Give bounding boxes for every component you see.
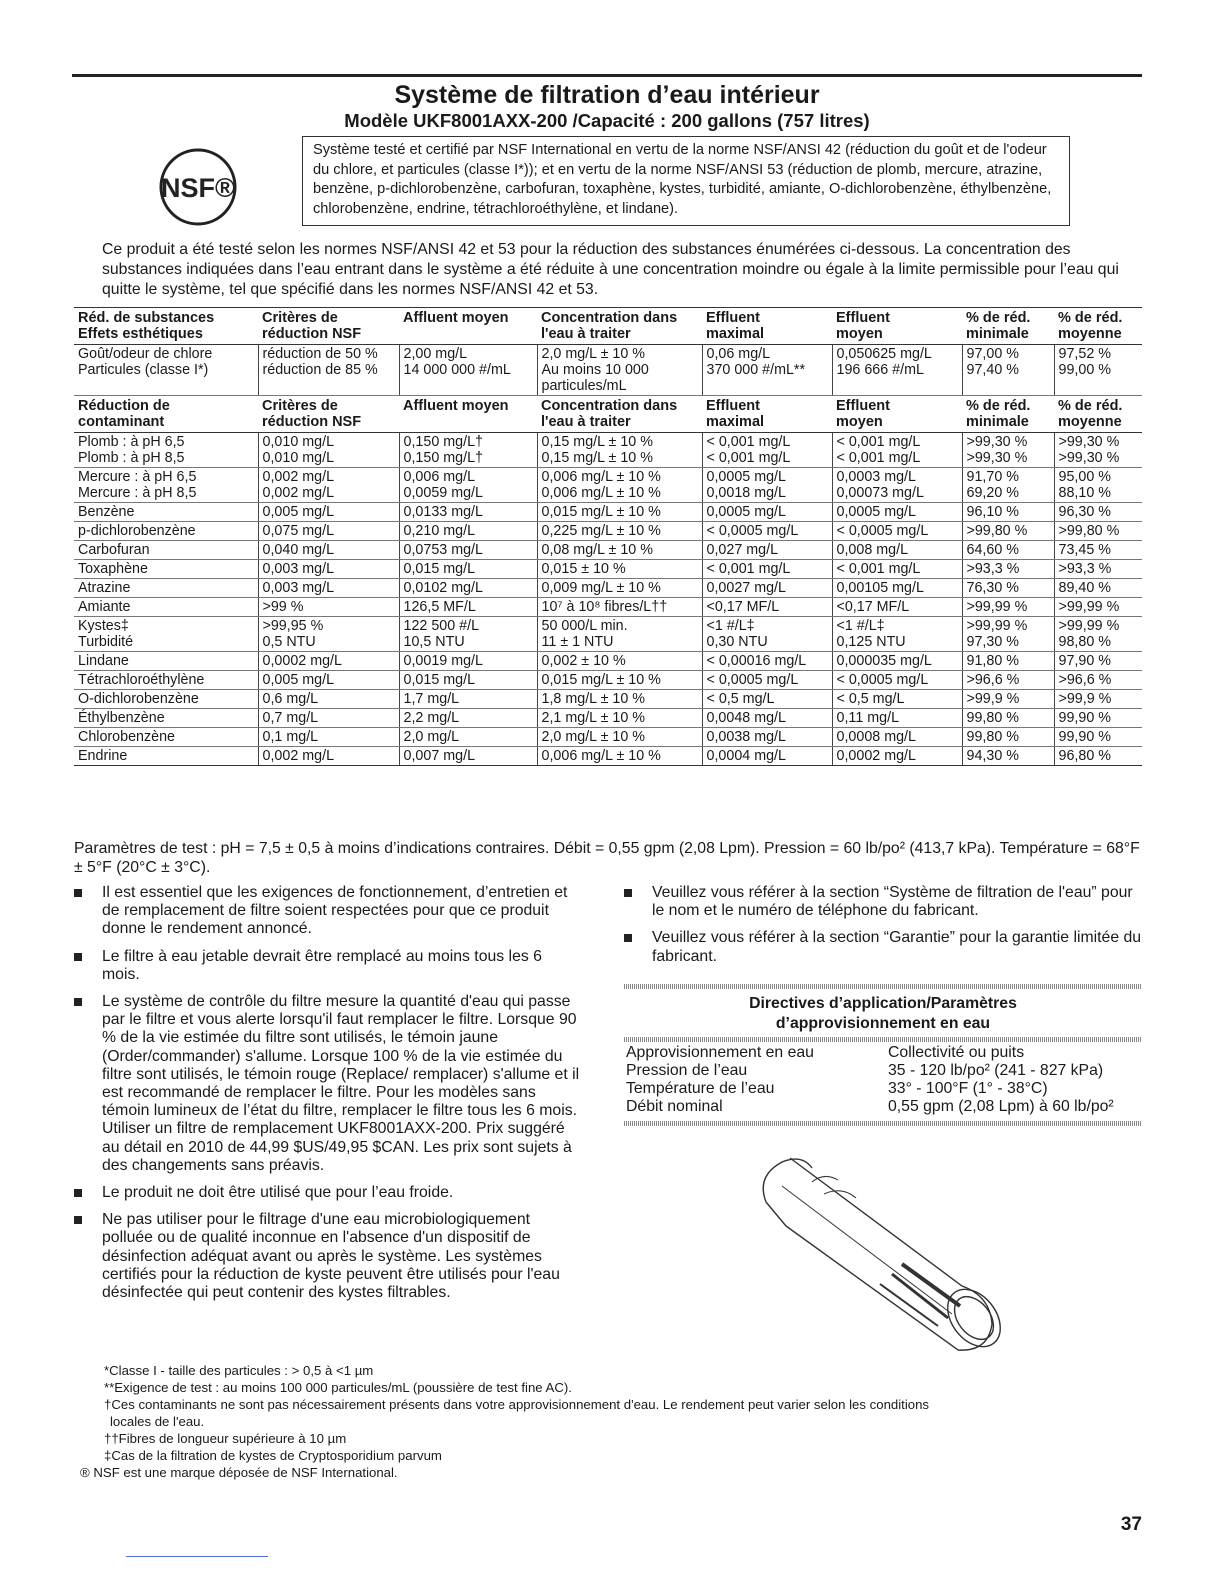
- footnote: ††Fibres de longueur supérieure à 10 µm: [104, 1431, 347, 1446]
- directives-table: [624, 1044, 1142, 1116]
- value-cell: 0,0038 mg/L: [702, 728, 832, 747]
- value-cell: < 0,001 mg/L: [832, 560, 962, 579]
- square-bullet-icon: [74, 889, 82, 897]
- table-row: [74, 522, 1142, 541]
- value-cell: 99,80 %: [962, 728, 1054, 747]
- value-cell: 0,0102 mg/L: [399, 579, 537, 598]
- value-cell: 0,1 mg/L: [258, 728, 399, 747]
- value-cell: 0,0133 mg/L: [399, 503, 537, 522]
- value-cell: >99,30 % >99,30 %: [1054, 433, 1142, 468]
- bullet-item: [74, 948, 584, 984]
- directive-value: 0,55 gpm (2,08 Lpm) à 60 lb/po²: [888, 1098, 1114, 1115]
- value-cell: <0,17 MF/L: [832, 598, 962, 617]
- column-header: Effluent moyen: [832, 396, 962, 433]
- value-cell: 0,0019 mg/L: [399, 652, 537, 671]
- bullet-item: [74, 1184, 584, 1202]
- value-cell: 126,5 MF/L: [399, 598, 537, 617]
- column-header: Concentration dans l'eau à traiter: [537, 308, 702, 345]
- test-parameters: Paramètres de test : pH = 7,5 ± 0,5 à moins d’indications contraires. Débit = 0,55 gpm (2,08 Lpm). Pression = 60 lb/po² (413,7 kPa). Température = 68°F ± 5°F (20°C ± 3°C).: [74, 840, 1140, 876]
- page-number: 37: [1120, 1514, 1142, 1535]
- bullet-item: [624, 929, 1144, 965]
- footnote: *Classe I - taille des particules : > 0,5 à <1 µm: [104, 1363, 374, 1378]
- value-cell: 96,10 %: [962, 503, 1054, 522]
- nsf-logo-text: NSF®: [161, 173, 235, 203]
- value-cell: >99,30 % >99,30 %: [962, 433, 1054, 468]
- right-bullet-list: [624, 884, 1144, 975]
- directive-row: [624, 1080, 1142, 1098]
- value-cell: 0,210 mg/L: [399, 522, 537, 541]
- value-cell: 0,6 mg/L: [258, 690, 399, 709]
- substance-cell: Endrine: [74, 747, 258, 766]
- value-cell: 0,007 mg/L: [399, 747, 537, 766]
- substance-cell: p-dichlorobenzène: [74, 522, 258, 541]
- value-cell: 0,015 mg/L ± 10 %: [537, 503, 702, 522]
- value-cell: 0,0005 mg/L: [832, 503, 962, 522]
- directives-title: [624, 994, 1142, 1034]
- table-row: [74, 433, 1142, 468]
- substance-cell: Kystes‡ Turbidité: [74, 617, 258, 652]
- value-cell: < 0,00016 mg/L: [702, 652, 832, 671]
- value-cell: >96,6 %: [962, 671, 1054, 690]
- value-cell: 0,002 mg/L 0,002 mg/L: [258, 468, 399, 503]
- table-row: [74, 747, 1142, 766]
- value-cell: réduction de 50 % réduction de 85 %: [258, 345, 399, 396]
- square-bullet-icon: [74, 1189, 82, 1197]
- footnote: locales de l'eau.: [110, 1414, 205, 1429]
- value-cell: 0,005 mg/L: [258, 671, 399, 690]
- value-cell: 0,0002 mg/L: [832, 747, 962, 766]
- value-cell: 64,60 %: [962, 541, 1054, 560]
- directive-label: Température de l’eau: [626, 1080, 775, 1097]
- table-row: [74, 671, 1142, 690]
- value-cell: 0,009 mg/L ± 10 %: [537, 579, 702, 598]
- value-cell: 0,003 mg/L: [258, 560, 399, 579]
- value-cell: >99,99 %: [962, 598, 1054, 617]
- value-cell: <1 #/L‡ 0,30 NTU: [702, 617, 832, 652]
- value-cell: 89,40 %: [1054, 579, 1142, 598]
- value-cell: 0,006 mg/L ± 10 %: [537, 747, 702, 766]
- bullet-text: Le produit ne doit être utilisé que pour l’eau froide.: [102, 1184, 454, 1202]
- top-rule: [72, 74, 1142, 77]
- column-header: Réduction de contaminant: [74, 396, 258, 433]
- value-cell: 0,00105 mg/L: [832, 579, 962, 598]
- value-cell: >99 %: [258, 598, 399, 617]
- value-cell: 91,70 % 69,20 %: [962, 468, 1054, 503]
- column-header: % de réd. minimale: [962, 308, 1054, 345]
- value-cell: < 0,001 mg/L < 0,001 mg/L: [702, 433, 832, 468]
- substance-cell: Tétrachloroéthylène: [74, 671, 258, 690]
- substance-cell: Benzène: [74, 503, 258, 522]
- directives-title-line1: Directives d’application/Paramètres: [749, 995, 1017, 1012]
- value-cell: >99,95 % 0,5 NTU: [258, 617, 399, 652]
- value-cell: 91,80 %: [962, 652, 1054, 671]
- value-cell: < 0,5 mg/L: [702, 690, 832, 709]
- column-header: Concentration dans l'eau à traiter: [537, 396, 702, 433]
- value-cell: 1,7 mg/L: [399, 690, 537, 709]
- directive-label: Pression de l’eau: [626, 1062, 748, 1079]
- table-row: [74, 468, 1142, 503]
- substance-cell: Goût/odeur de chlore Particules (classe I*): [74, 345, 258, 396]
- value-cell: 50 000/L min. 11 ± 1 NTU: [537, 617, 702, 652]
- column-header: Effluent moyen: [832, 308, 962, 345]
- column-header: Affluent moyen: [399, 396, 537, 433]
- table-header-row: [74, 308, 1142, 345]
- substance-cell: Chlorobenzène: [74, 728, 258, 747]
- substance-cell: O-dichlorobenzène: [74, 690, 258, 709]
- value-cell: 0,0003 mg/L 0,00073 mg/L: [832, 468, 962, 503]
- value-cell: 0,027 mg/L: [702, 541, 832, 560]
- table-row: [74, 579, 1142, 598]
- value-cell: 97,90 %: [1054, 652, 1142, 671]
- substance-cell: Mercure : à pH 6,5 Mercure : à pH 8,5: [74, 468, 258, 503]
- footnote: †Ces contaminants ne sont pas nécessairement présents dans votre approvisionnement d'eau. Le rendement peut varier selon les conditions: [104, 1397, 930, 1412]
- value-cell: 0,0002 mg/L: [258, 652, 399, 671]
- table-row: [74, 728, 1142, 747]
- value-cell: >99,99 % 98,80 %: [1054, 617, 1142, 652]
- value-cell: 0,040 mg/L: [258, 541, 399, 560]
- value-cell: >99,99 %: [1054, 598, 1142, 617]
- value-cell: 94,30 %: [962, 747, 1054, 766]
- square-bullet-icon: [74, 1216, 82, 1224]
- value-cell: 1,8 mg/L ± 10 %: [537, 690, 702, 709]
- bullet-item: [74, 884, 584, 939]
- directive-label: Approvisionnement en eau: [626, 1044, 814, 1061]
- value-cell: 2,0 mg/L: [399, 728, 537, 747]
- nsf-logo-icon: [158, 147, 238, 227]
- substance-cell: Plomb : à pH 6,5 Plomb : à pH 8,5: [74, 433, 258, 468]
- value-cell: 0,0005 mg/L 0,0018 mg/L: [702, 468, 832, 503]
- value-cell: 0,010 mg/L 0,010 mg/L: [258, 433, 399, 468]
- substance-cell: Amiante: [74, 598, 258, 617]
- value-cell: 0,15 mg/L ± 10 % 0,15 mg/L ± 10 %: [537, 433, 702, 468]
- footnote: **Exigence de test : au moins 100 000 particules/mL (poussière de test fine AC).: [104, 1380, 572, 1395]
- square-bullet-icon: [74, 953, 82, 961]
- footnotes: [80, 1362, 1120, 1481]
- value-cell: 0,08 mg/L ± 10 %: [537, 541, 702, 560]
- value-cell: 0,005 mg/L: [258, 503, 399, 522]
- table-row: [74, 598, 1142, 617]
- substance-cell: Atrazine: [74, 579, 258, 598]
- bullet-item: [624, 884, 1144, 920]
- value-cell: 99,90 %: [1054, 728, 1142, 747]
- column-header: Critères de réduction NSF: [258, 396, 399, 433]
- value-cell: 0,050625 mg/L 196 666 #/mL: [832, 345, 962, 396]
- value-cell: <0,17 MF/L: [702, 598, 832, 617]
- table-header-row: [74, 396, 1142, 433]
- value-cell: 0,0048 mg/L: [702, 709, 832, 728]
- dotted-divider: [624, 1121, 1142, 1126]
- value-cell: >99,9 %: [1054, 690, 1142, 709]
- table-row: [74, 690, 1142, 709]
- column-header: Réd. de substances Effets esthétiques: [74, 308, 258, 345]
- page-title: Système de filtration d’eau intérieur: [394, 81, 820, 109]
- value-cell: <1 #/L‡ 0,125 NTU: [832, 617, 962, 652]
- value-cell: 0,0005 mg/L: [702, 503, 832, 522]
- value-cell: 0,003 mg/L: [258, 579, 399, 598]
- directive-value: Collectivité ou puits: [888, 1044, 1025, 1061]
- bullet-item: [74, 993, 584, 1175]
- value-cell: 0,015 mg/L ± 10 %: [537, 671, 702, 690]
- substance-cell: Toxaphène: [74, 560, 258, 579]
- value-cell: 76,30 %: [962, 579, 1054, 598]
- value-cell: 2,00 mg/L 14 000 000 #/mL: [399, 345, 537, 396]
- value-cell: < 0,5 mg/L: [832, 690, 962, 709]
- substance-cell: Éthylbenzène: [74, 709, 258, 728]
- value-cell: 0,015 ± 10 %: [537, 560, 702, 579]
- value-cell: >99,80 %: [962, 522, 1054, 541]
- value-cell: >96,6 %: [1054, 671, 1142, 690]
- value-cell: < 0,0005 mg/L: [832, 671, 962, 690]
- value-cell: 0,006 mg/L 0,0059 mg/L: [399, 468, 537, 503]
- value-cell: >99,99 % 97,30 %: [962, 617, 1054, 652]
- table-row: [74, 709, 1142, 728]
- substance-cell: Lindane: [74, 652, 258, 671]
- directive-row: [624, 1062, 1142, 1080]
- value-cell: 0,7 mg/L: [258, 709, 399, 728]
- value-cell: < 0,001 mg/L < 0,001 mg/L: [832, 433, 962, 468]
- page-subtitle: Modèle UKF8001AXX-200 /Capacité : 200 gallons (757 litres): [344, 110, 870, 131]
- value-cell: 0,0753 mg/L: [399, 541, 537, 560]
- directive-row: [624, 1098, 1142, 1116]
- bottom-link-rule: [126, 1556, 268, 1557]
- bullet-text: Il est essentiel que les exigences de fonctionnement, d’entretien et de remplacement de filtre soient respectées pour que ce produit donne le rendement annoncé.: [102, 884, 568, 938]
- table-row: [74, 541, 1142, 560]
- square-bullet-icon: [624, 934, 632, 942]
- bullet-text: Le filtre à eau jetable devrait être remplacé au moins tous les 6 mois.: [102, 947, 542, 983]
- value-cell: 0,000035 mg/L: [832, 652, 962, 671]
- value-cell: 0,015 mg/L: [399, 560, 537, 579]
- table-row: [74, 560, 1142, 579]
- value-cell: 97,52 % 99,00 %: [1054, 345, 1142, 396]
- value-cell: 0,015 mg/L: [399, 671, 537, 690]
- column-header: % de réd. moyenne: [1054, 396, 1142, 433]
- left-bullet-list: [74, 884, 584, 1311]
- column-header: % de réd. moyenne: [1054, 308, 1142, 345]
- dotted-divider: [624, 1037, 1142, 1042]
- value-cell: 99,80 %: [962, 709, 1054, 728]
- value-cell: 0,06 mg/L 370 000 #/mL**: [702, 345, 832, 396]
- bullet-text: Ne pas utiliser pour le filtrage d'une eau microbiologiquement polluée ou de qualité inconnue en l'absence d'un dispositif de désinfection adéquat avant ou après le système. Les systèmes certifiés pour la réduction de kyste peuvent être utilisés pour l'eau désinfectée qui peut contenir des kystes filtrables.: [102, 1211, 560, 1302]
- value-cell: 96,80 %: [1054, 747, 1142, 766]
- column-header: % de réd. minimale: [962, 396, 1054, 433]
- value-cell: 0,150 mg/L† 0,150 mg/L†: [399, 433, 537, 468]
- table-row: [74, 345, 1142, 396]
- value-cell: 96,30 %: [1054, 503, 1142, 522]
- certification-box: Système testé et certifié par NSF International en vertu de la norme NSF/ANSI 42 (réduction du goût et de l'odeur du chlore, et particules (classe I*)); et en vertu de la norme NSF/ANSI 53 (réduction de plomb, mercure, atrazine, benzène, p-dichlorobenzène, carbofuran, toxaphène, kystes, turbidité, amiante, O-dichlorobenzène, éthylbenzène, chlorobenzène, endrine, tétrachloroéthylène, et lindane).: [302, 136, 1070, 226]
- value-cell: 0,225 mg/L ± 10 %: [537, 522, 702, 541]
- substance-cell: Carbofuran: [74, 541, 258, 560]
- value-cell: 2,1 mg/L ± 10 %: [537, 709, 702, 728]
- value-cell: 97,00 % 97,40 %: [962, 345, 1054, 396]
- directive-row: [624, 1044, 1142, 1062]
- value-cell: 99,90 %: [1054, 709, 1142, 728]
- column-header: Effluent maximal: [702, 396, 832, 433]
- value-cell: 95,00 % 88,10 %: [1054, 468, 1142, 503]
- water-filter-cartridge-icon: [752, 1146, 1022, 1356]
- directive-value: 35 - 120 lb/po² (241 - 827 kPa): [888, 1062, 1104, 1079]
- value-cell: 0,0004 mg/L: [702, 747, 832, 766]
- square-bullet-icon: [74, 998, 82, 1006]
- table-row: [74, 503, 1142, 522]
- value-cell: < 0,001 mg/L: [702, 560, 832, 579]
- value-cell: 0,008 mg/L: [832, 541, 962, 560]
- column-header: Affluent moyen: [399, 308, 537, 345]
- table-row: [74, 617, 1142, 652]
- value-cell: >93,3 %: [1054, 560, 1142, 579]
- table-row: [74, 652, 1142, 671]
- value-cell: 0,002 mg/L: [258, 747, 399, 766]
- value-cell: 0,006 mg/L ± 10 % 0,006 mg/L ± 10 %: [537, 468, 702, 503]
- directive-label: Débit nominal: [626, 1098, 723, 1115]
- bullet-text: Le système de contrôle du filtre mesure la quantité d'eau qui passe par le filtre et vous alerte lorsqu'il faut remplacer le filtre. Lorsque 90 % de la vie estimée du filtre sont utilisés, le témoin jaune (Order/commander) s'allume. Lorsque 100 % de la vie estimée du filtre sont utilisés, le témoin rouge (Replace/ remplacer) s'allume et il est recommandé de remplacer le filtre. Pour les modèles sans témoin lumineux de l’état du filtre, remplacer le filtre tous les 6 mois. Utiliser un filtre de remplacement UKF8001AXX-200. Prix suggéré au détail en 2010 de 44,99 $US/49,95 $CAN. Les prix sont sujets à des changements sans préavis.: [102, 993, 580, 1174]
- dotted-divider: [624, 984, 1142, 989]
- value-cell: 2,0 mg/L ± 10 % Au moins 10 000 particules/mL: [537, 345, 702, 396]
- value-cell: >93,3 %: [962, 560, 1054, 579]
- value-cell: 0,0008 mg/L: [832, 728, 962, 747]
- value-cell: 0,002 ± 10 %: [537, 652, 702, 671]
- value-cell: 2,0 mg/L ± 10 %: [537, 728, 702, 747]
- value-cell: >99,9 %: [962, 690, 1054, 709]
- value-cell: 2,2 mg/L: [399, 709, 537, 728]
- value-cell: >99,80 %: [1054, 522, 1142, 541]
- value-cell: < 0,0005 mg/L: [702, 522, 832, 541]
- footnote: ‡Cas de la filtration de kystes de Cryptosporidium parvum: [104, 1448, 442, 1463]
- intro-paragraph: Ce produit a été testé selon les normes NSF/ANSI 42 et 53 pour la réduction des substances énumérées ci-dessous. La concentration des substances indiquées dans l’eau entrant dans le système a été réduite à une concentration moindre ou égale à la limite permissible pour l’eau qui quitte le système, tel que spécifié dans les normes NSF/ANSI 42 et 53.: [102, 241, 1119, 298]
- square-bullet-icon: [624, 889, 632, 897]
- value-cell: 73,45 %: [1054, 541, 1142, 560]
- value-cell: < 0,0005 mg/L: [832, 522, 962, 541]
- bullet-text: Veuillez vous référer à la section “Garantie” pour la garantie limitée du fabricant.: [652, 929, 1142, 965]
- value-cell: 0,0027 mg/L: [702, 579, 832, 598]
- value-cell: 0,075 mg/L: [258, 522, 399, 541]
- footnote: ® NSF est une marque déposée de NSF International.: [80, 1465, 398, 1480]
- value-cell: 122 500 #/L 10,5 NTU: [399, 617, 537, 652]
- value-cell: < 0,0005 mg/L: [702, 671, 832, 690]
- value-cell: 10⁷ à 10⁸ fibres/L††: [537, 598, 702, 617]
- value-cell: 0,11 mg/L: [832, 709, 962, 728]
- column-header: Critères de réduction NSF: [258, 308, 399, 345]
- performance-table: [74, 307, 1142, 766]
- directives-title-line2: d’approvisionnement en eau: [775, 1015, 991, 1032]
- bullet-item: [74, 1211, 584, 1302]
- directive-value: 33° - 100°F (1° - 38°C): [888, 1080, 1048, 1097]
- bullet-text: Veuillez vous référer à la section “Système de filtration de l'eau” pour le nom et le numéro de téléphone du fabricant.: [652, 884, 1133, 920]
- column-header: Effluent maximal: [702, 308, 832, 345]
